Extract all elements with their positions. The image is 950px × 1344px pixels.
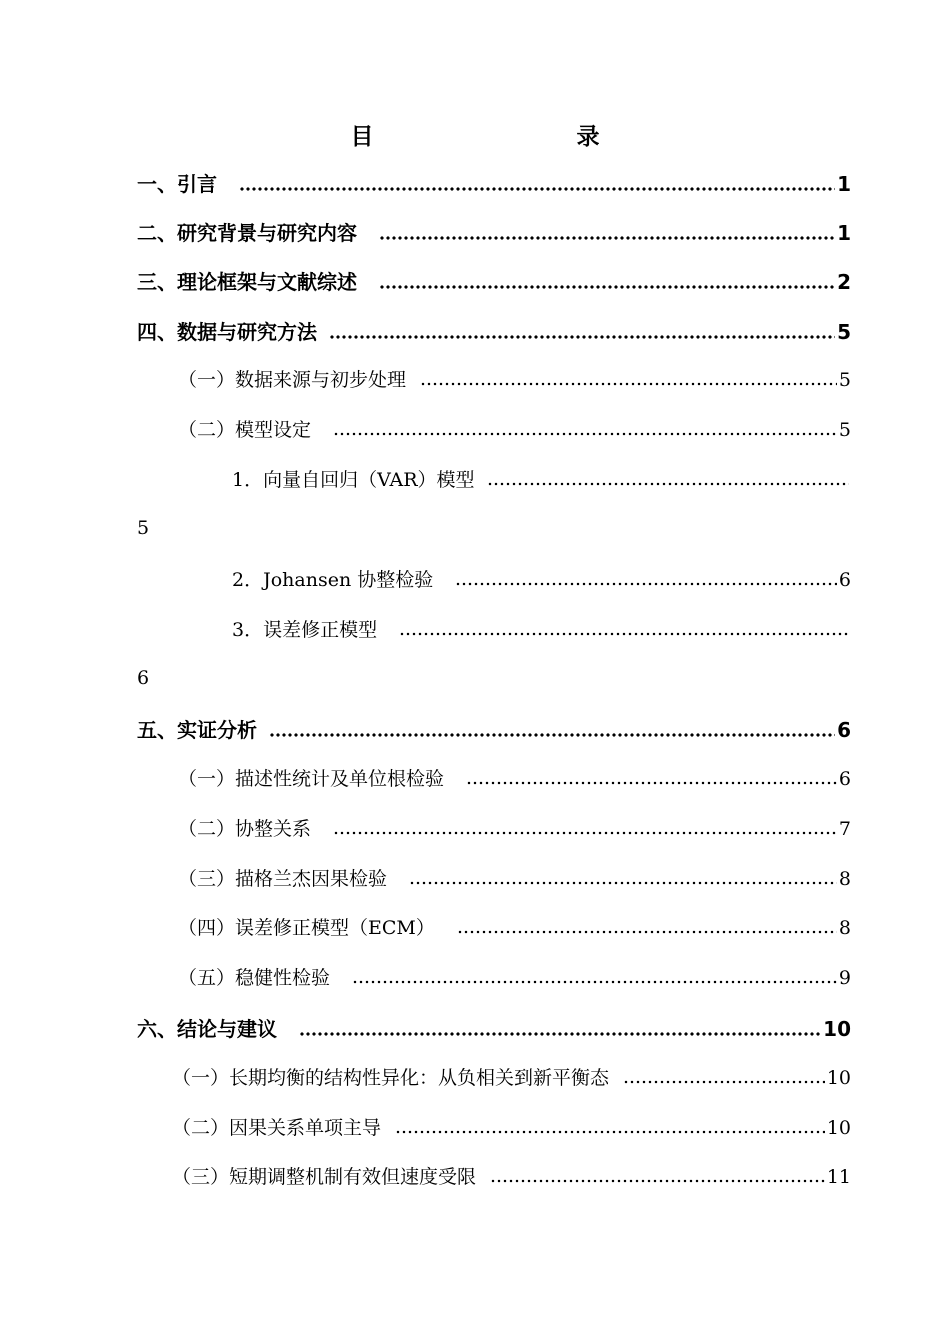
toc-entry[interactable] <box>232 465 849 495</box>
toc-page-number: 2 <box>837 270 851 294</box>
toc-entry[interactable] <box>232 565 851 595</box>
toc-entry[interactable] <box>178 913 851 943</box>
toc-entry-label: （二）协整关系 <box>178 818 312 840</box>
toc-leader-dots <box>420 382 837 386</box>
toc-entry[interactable] <box>232 615 849 645</box>
toc-page-number: 10 <box>823 1017 851 1041</box>
toc-entry[interactable] <box>172 1113 851 1143</box>
toc-entry[interactable] <box>178 814 851 844</box>
toc-leader-dots <box>455 582 837 586</box>
toc-leader-dots <box>487 482 849 486</box>
toc-entry[interactable] <box>178 963 851 993</box>
toc-page-number: 6 <box>838 569 851 591</box>
toc-entry[interactable] <box>178 415 851 445</box>
toc-leader-dots <box>269 733 835 737</box>
toc-entry[interactable] <box>137 1013 851 1043</box>
toc-page-number: 6 <box>838 768 851 790</box>
toc-page-number: 6 <box>837 718 851 742</box>
toc-leader-dots <box>352 980 837 984</box>
toc-page-number: 11 <box>826 1166 851 1188</box>
toc-entry-label: （二）因果关系单项主导 <box>172 1117 382 1139</box>
toc-page-number: 5 <box>838 419 851 441</box>
toc-leader-dots <box>457 930 837 934</box>
toc-entry-label: （一）数据来源与初步处理 <box>178 369 407 391</box>
toc-entry[interactable] <box>178 864 851 894</box>
toc-entry-label: （三）描格兰杰因果检验 <box>178 868 388 890</box>
toc-leader-dots <box>466 781 837 785</box>
toc-entry[interactable] <box>178 365 851 395</box>
toc-entry-label: 四、数据与研究方法 <box>137 320 317 344</box>
toc-leader-dots <box>379 236 835 240</box>
toc-entry[interactable] <box>137 316 851 346</box>
toc-entry-label: （二）模型设定 <box>178 419 312 441</box>
toc-entry-label: 1．向量自回归（VAR）模型 <box>232 469 475 491</box>
toc-entry[interactable] <box>137 168 851 198</box>
toc-page-number: 10 <box>826 1067 851 1089</box>
toc-entry-label: （四）误差修正模型（ECM） <box>178 917 435 939</box>
toc-entry-label: 六、结论与建议 <box>137 1017 277 1041</box>
toc-page-number: 1 <box>837 172 851 196</box>
toc-leader-dots <box>379 285 835 289</box>
toc-entry-label: （一）描述性统计及单位根检验 <box>178 768 445 790</box>
toc-leader-dots <box>329 335 835 339</box>
toc-entry-label: 三、理论框架与文献综述 <box>137 270 357 294</box>
toc-leader-dots <box>623 1080 825 1084</box>
toc-page-number: 7 <box>838 818 851 840</box>
toc-page-number: 6 <box>137 667 150 689</box>
toc-leader-dots <box>299 1032 821 1036</box>
toc-page-number: 5 <box>837 320 851 344</box>
toc-leader-dots <box>395 1130 825 1134</box>
toc-entry[interactable] <box>137 217 851 247</box>
toc-page-number: 8 <box>838 868 851 890</box>
toc-page-number: 9 <box>838 967 851 989</box>
toc-entry-label: 3．误差修正模型 <box>232 619 378 641</box>
toc-entry[interactable] <box>172 1162 851 1192</box>
toc-leader-dots <box>399 632 849 636</box>
toc-entry[interactable] <box>178 764 851 794</box>
toc-leader-dots <box>490 1179 825 1183</box>
toc-leader-dots <box>333 831 837 835</box>
toc-page-number: 5 <box>137 517 150 539</box>
toc-page-number: 10 <box>826 1117 851 1139</box>
toc-entry[interactable] <box>137 266 851 296</box>
toc-entry[interactable] <box>137 714 851 744</box>
toc-entry-label: 二、研究背景与研究内容 <box>137 221 357 245</box>
toc-entry-label: （一）长期均衡的结构性异化：从负相关到新平衡态 <box>172 1067 610 1089</box>
toc-entry-label: （五）稳健性检验 <box>178 967 331 989</box>
toc-entry-label: 一、引言 <box>137 172 217 196</box>
toc-leader-dots <box>333 432 837 436</box>
toc-entry[interactable] <box>172 1063 851 1093</box>
toc-page-number: 5 <box>838 369 851 391</box>
toc-entry-label: 2．Johansen 协整检验 <box>232 569 434 591</box>
toc-leader-dots <box>409 881 837 885</box>
toc-entry-label: 五、实证分析 <box>137 718 257 742</box>
toc-entry-label: （三）短期调整机制有效但速度受限 <box>172 1166 477 1188</box>
toc-page-number: 8 <box>838 917 851 939</box>
toc-title: 目 录 <box>350 124 690 150</box>
toc-page-number: 1 <box>837 221 851 245</box>
toc-leader-dots <box>239 187 835 191</box>
